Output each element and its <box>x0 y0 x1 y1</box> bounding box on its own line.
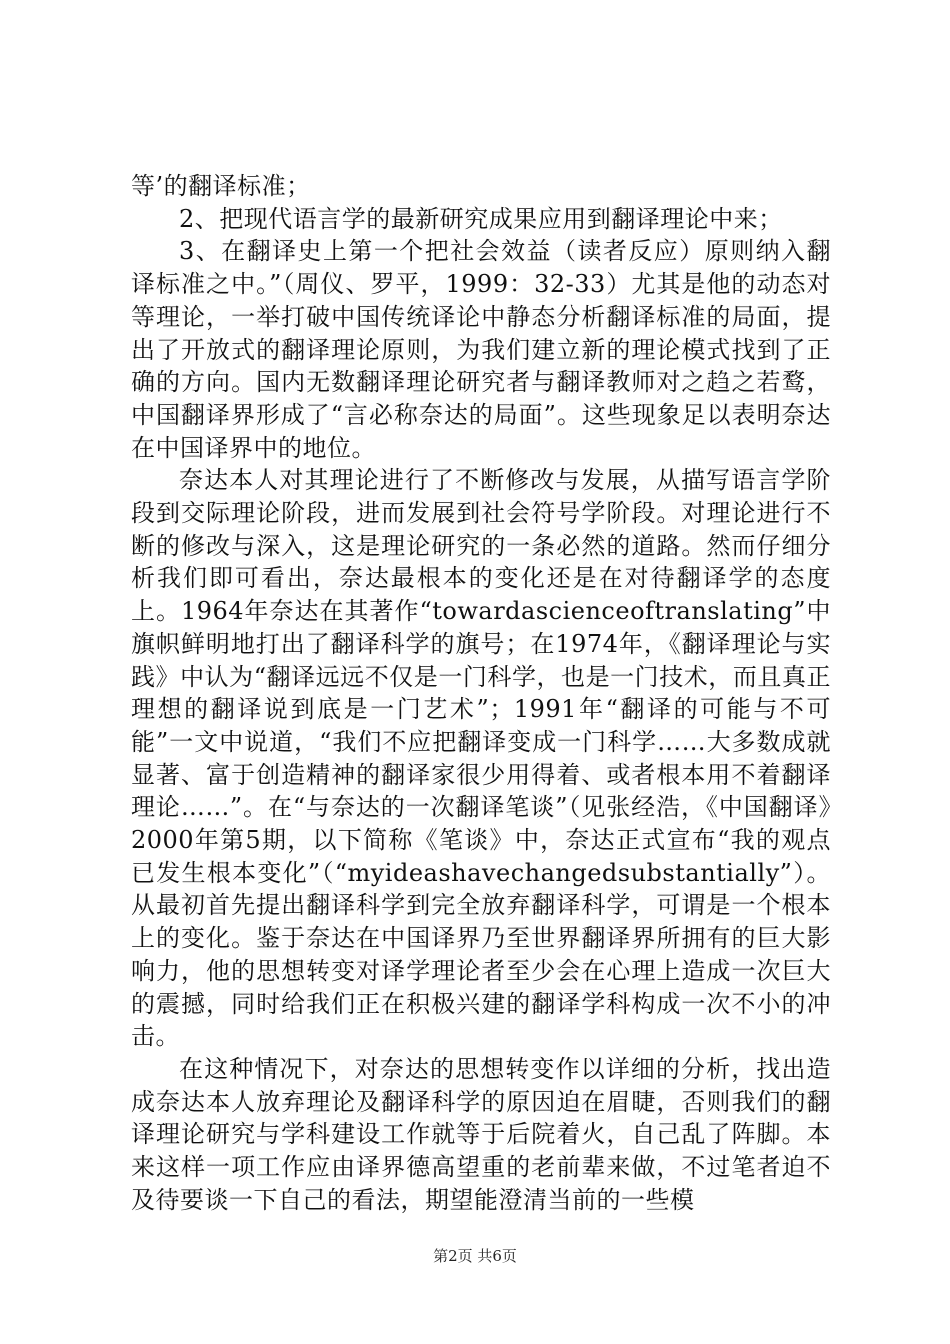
paragraph-3: 3、在翻译史上第一个把社会效益（读者反应）原则纳入翻译标准之中。”（周仪、罗平，1999：32-33）尤其是他的动态对等理论，一举打破中国传统译论中静态分析翻译标准的局面，提出了开放式的翻译理论原则，为我们建立新的理论模式找到了正确的方向。国内无数翻译理论研究者与翻译教师对之趋之若鹜，中国翻译界形成了“言必称奈达的局面”。这些现象足以表明奈达在中国译界中的地位。 <box>131 237 831 462</box>
paragraph-5: 在这种情况下，对奈达的思想转变作以详细的分析，找出造成奈达本人放弃理论及翻译科学的原因迫在眉睫，否则我们的翻译理论研究与学科建设工作就等于后院着火，自己乱了阵脚。本来这样一项工作应由译界德高望重的老前辈来做，不过笔者迫不及待要谈一下自己的看法，期望能澄清当前的一些模 <box>131 1054 831 1214</box>
body-text <box>131 170 831 1217</box>
paragraph-4: 奈达本人对其理论进行了不断修改与发展，从描写语言学阶段到交际理论阶段，进而发展到社会符号学阶段。对理论进行不断的修改与深入，这是理论研究的一条必然的道路。然而仔细分析我们即可看出，奈达最根本的变化还是在对待翻译学的态度上。1964年奈达在其著作“towardascienceoftranslating”中旗帜鲜明地打出了翻译科学的旗号；在1974年，《翻译理论与实践》中认为“翻译远远不仅是一门科学，也是一门技术，而且真正理想的翻译说到底是一门艺术”；1991年“翻译的可能与不可能”一文中说道，“我们不应把翻译变成一门科学……大多数成就显著、富于创造精神的翻译家很少用得着、或者根本用不着翻译理论……”。在“与奈达的一次翻译笔谈”（见张经浩，《中国翻译》2000年第5期，以下简称《笔谈》中，奈达正式宣布“我的观点已发生根本变化”（“myideashavechangedsubstantially”）。从最初首先提出翻译科学到完全放弃翻译科学，可谓是一个根本上的变化。鉴于奈达在中国译界乃至世界翻译界所拥有的巨大影响力，他的思想转变对译学理论者至少会在心理上造成一次巨大的震撼，同时给我们正在积极兴建的翻译学科构成一次不小的冲击。 <box>131 466 831 1051</box>
page-footer: 第2页 共6页 <box>433 1247 517 1265</box>
paragraph-2: 2、把现代语言学的最新研究成果应用到翻译理论中来； <box>179 204 783 233</box>
paragraph-1: 等’的翻译标准； <box>131 172 311 200</box>
